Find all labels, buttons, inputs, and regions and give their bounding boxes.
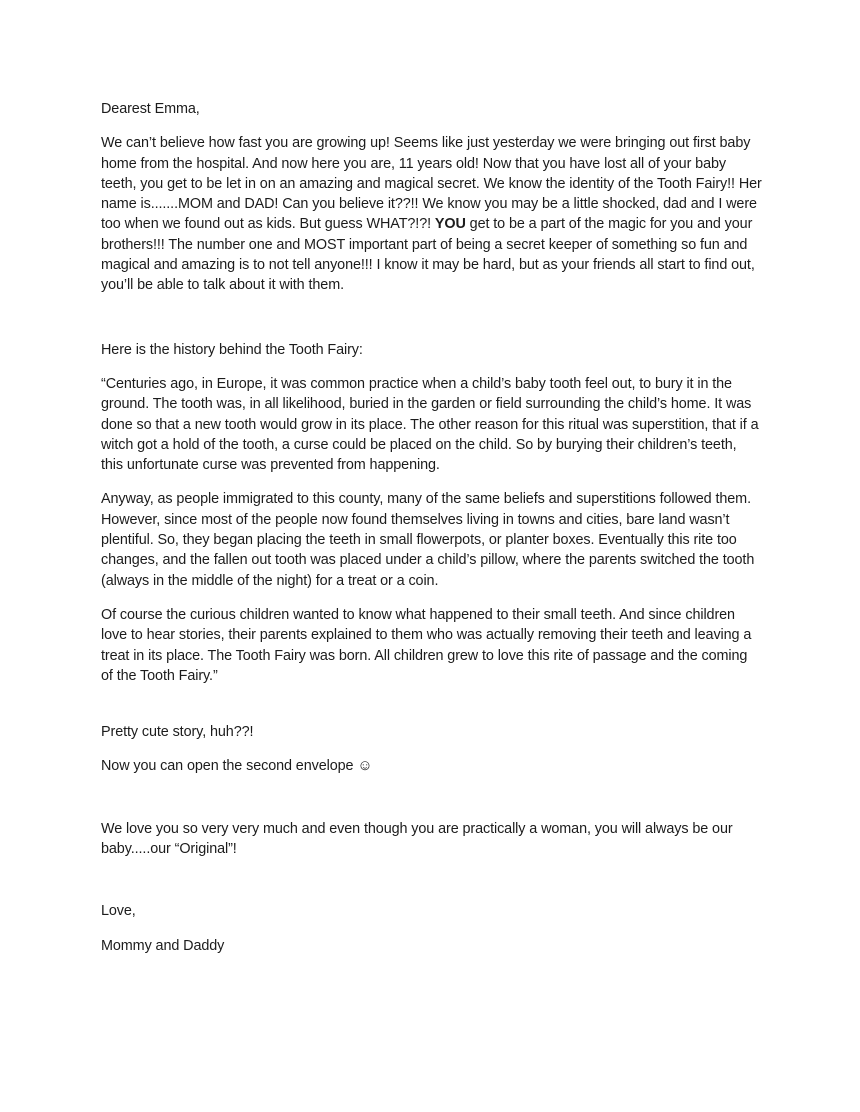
history-paragraph-3: Of course the curious children wanted to know what happened to their small teeth. And since children love to hear stories, their parents explained to them who was actually removing their teeth and leaving a treat in its place. The Tooth Fairy was born. All children grew to love this rite of passage and the coming of the Tooth Fairy.” — [101, 606, 752, 684]
smiley-face-icon: ☺ — [357, 757, 373, 775]
intro-text-after-bold: get to be a part of the magic for you and your brothers!!! The number one and MOST important part of being a secret keeper of something so fun and magical and amazing is to not tell anyone!!! I know it may be hard, but as your friends all start to find out, you’ll be able to talk about it with them. — [101, 216, 755, 294]
salutation: Dearest Emma, — [101, 101, 200, 117]
history-paragraph-1: “Centuries ago, in Europe, it was common practice when a child’s baby tooth feel out, to bury it in the ground. The tooth was, in all likelihood, buried in the garden or field surrounding the child’s home. It was done so that a new tooth would grow in its place. The other reason for this ritual was superstition, that if a witch got a hold of the tooth, a curse could be placed on the child. So by burying their children’s teeth, this unfortunate curse was prevented from happening. — [101, 375, 759, 474]
intro-text-before-bold: We can’t believe how fast you are growing up! Seems like just yesterday we were bringing out first baby home from the hospital. And now here you are, 11 years old! Now that you have lost all of your baby teeth, you get to be let in on an amazing and magical secret. We know the identity of the Tooth Fairy!! Her name is.......MOM and DAD! Can you believe it??!! We know you may be a little shocked, dad and I were too when we found out as kids. But guess WHAT?!?! — [101, 135, 762, 233]
signature: Mommy and Daddy — [101, 937, 225, 954]
paragraph-spacer — [101, 791, 762, 819]
love-line: We love you so very very much and even though you are practically a woman, you will always be our baby.....our “Original”! — [101, 820, 733, 858]
history-paragraph-2: Anyway, as people immigrated to this county, many of the same beliefs and superstitions followed them. However, since most of the people now found themselves living in towns and cities, bare land wasn’t plentiful. So, they began placing the teeth in small flowerpots, or planter boxes. Eventually this rite too changes, and the fallen out tooth was placed under a child’s pillow, where the parents switched the tooth (always in the middle of the night) for a treat or a coin. — [101, 491, 755, 589]
paragraph-spacer — [101, 873, 762, 901]
paragraph-spacer — [101, 310, 762, 340]
envelope-line-text: Now you can open the second envelope — [101, 758, 358, 775]
envelope-line — [101, 756, 762, 776]
history-heading: Here is the history behind the Tooth Fairy: — [101, 341, 363, 358]
intro-paragraph — [101, 133, 762, 295]
paragraph-spacer — [101, 700, 762, 722]
letter-body — [101, 99, 762, 970]
cute-story-line: Pretty cute story, huh??! — [101, 724, 254, 741]
closing: Love, — [101, 903, 136, 920]
intro-bold-word: YOU — [434, 216, 466, 233]
